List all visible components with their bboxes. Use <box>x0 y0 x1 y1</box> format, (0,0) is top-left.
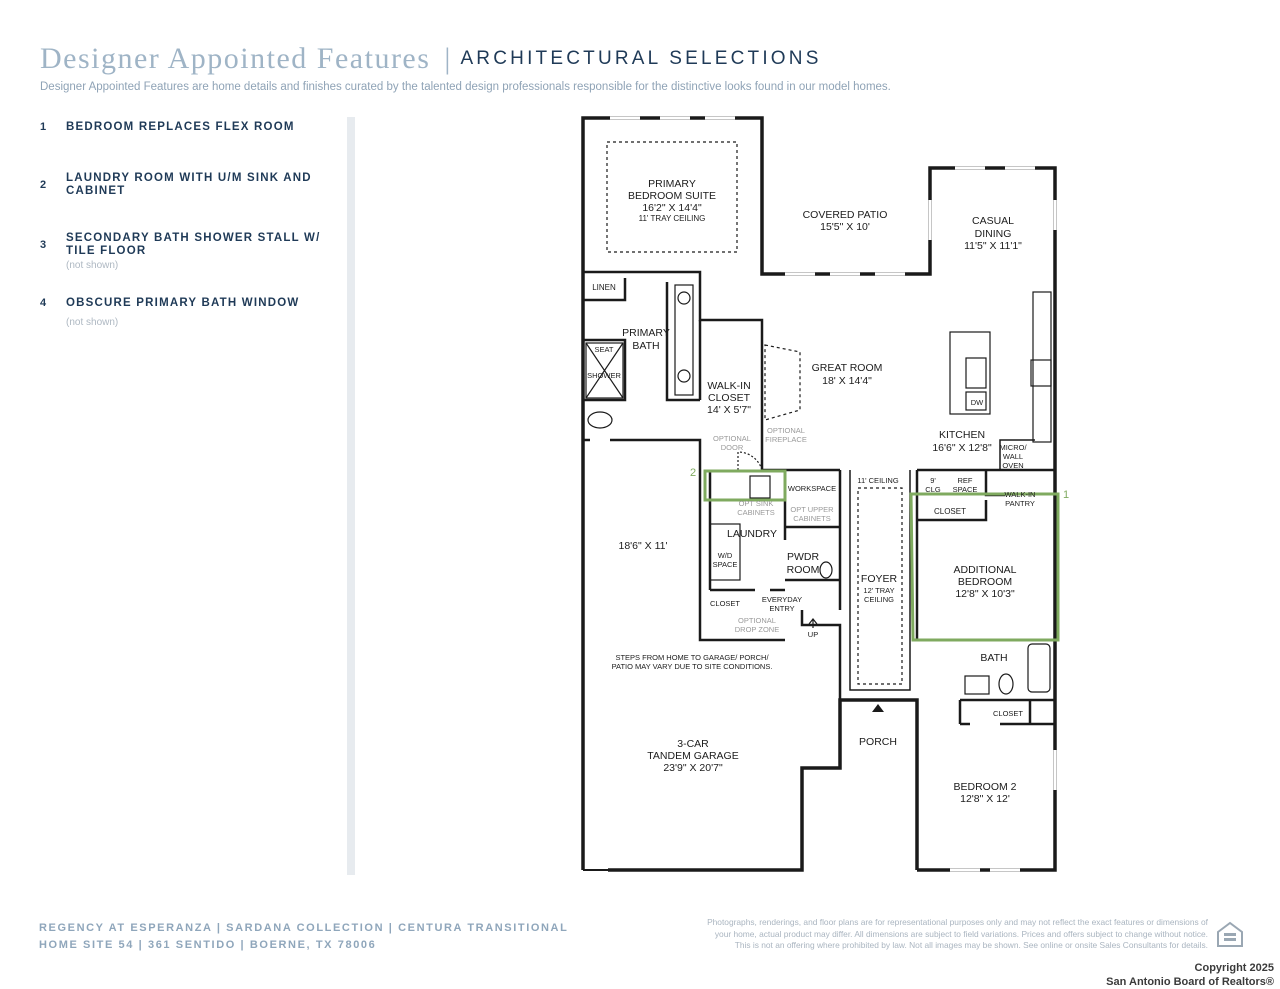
additional-bedroom-label: ADDITIONAL <box>953 564 1017 576</box>
walk-in-closet-label: CLOSET <box>707 392 751 404</box>
community-line: REGENCY AT ESPERANZA | SARDANA COLLECTION | CENTURA TRANSITIONAL <box>39 922 569 934</box>
feature-label: LAUNDRY ROOM WITH U/M SINK AND CABINET <box>66 172 312 197</box>
bedroom2-label: BEDROOM 2 <box>953 781 1017 793</box>
wd-space-label: SPACE <box>712 560 738 569</box>
optional-door-label: DOOR <box>720 443 744 452</box>
foyer-note: CEILING <box>863 595 895 604</box>
feature-number: 2 <box>40 179 47 191</box>
primary-suite-dims: 16'2" X 14'4" <box>642 202 702 214</box>
casual-dining-dims: 11'5" X 11'1" <box>964 240 1022 252</box>
everyday-entry-label: EVERYDAY <box>761 595 803 604</box>
additional-bedroom-label: BEDROOM <box>957 576 1013 588</box>
closet-label: CLOSET <box>933 507 967 516</box>
primary-bath-label: PRIMARY <box>622 327 670 339</box>
linen-label: LINEN <box>592 283 616 292</box>
garage-dims: 23'9" X 20'7" <box>663 762 723 774</box>
powder-room-label: ROOM <box>786 564 820 576</box>
primary-bath-label: BATH <box>632 340 660 352</box>
garage-extension-dims: 18'6" X 11' <box>618 540 668 552</box>
opt-upper-label: CABINETS <box>793 514 831 523</box>
opt-sink-label: CABINETS <box>737 508 775 517</box>
title-separator: | <box>444 42 451 75</box>
micro-wall-oven-label: OVEN <box>1002 461 1024 470</box>
seat-label: SEAT <box>594 345 614 354</box>
steps-note: STEPS FROM HOME TO GARAGE/ PORCH/ <box>615 653 769 662</box>
walk-in-pantry-label: PANTRY <box>1005 499 1035 508</box>
opt-sink-label: OPT SINK <box>738 499 774 508</box>
ref-space-label: REF <box>957 476 973 485</box>
feature-number: 4 <box>40 297 47 309</box>
copyright-line: San Antonio Board of Realtors® <box>1106 976 1274 988</box>
feature-note: (not shown) <box>66 260 119 271</box>
disclaimer-line: This is not an offering where prohibited by law. Not all images may be shown. See online or onsite Sales Consultants for details. <box>734 940 1208 950</box>
everyday-entry-label: ENTRY <box>769 604 795 613</box>
workspace-label: WORKSPACE <box>787 484 837 493</box>
ref-space-label: SPACE <box>952 485 978 494</box>
primary-suite-label: PRIMARY <box>648 178 696 190</box>
steps-note: PATIO MAY VARY DUE TO SITE CONDITIONS. <box>611 662 773 671</box>
feature-number: 3 <box>40 239 47 251</box>
feature-label: OBSCURE PRIMARY BATH WINDOW <box>66 297 300 309</box>
tagline: Designer Appointed Features are home details and finishes curated by the talented design professionals responsible for the distinctive looks found in our model homes. <box>40 81 891 93</box>
page-title: Designer Appointed Features <box>40 42 431 75</box>
copyright <box>1106 961 1274 989</box>
clg-9-label: CLG <box>925 485 941 494</box>
page-subtitle: ARCHITECTURAL SELECTIONS <box>460 48 822 69</box>
great-room-label: GREAT ROOM <box>811 362 883 374</box>
covered-patio-label: COVERED PATIO <box>802 209 888 221</box>
great-room-dims: 18' X 14'4" <box>822 375 872 387</box>
drop-zone-label: OPTIONAL <box>738 616 776 625</box>
kitchen-label: KITCHEN <box>938 429 986 441</box>
equal-housing-icon <box>1216 920 1244 950</box>
opt-upper-label: OPT UPPER <box>790 505 834 514</box>
casual-dining-label: DINING <box>974 228 1012 240</box>
ceiling-11-label: 11' CEILING <box>857 476 899 485</box>
primary-suite-note: 11' TRAY CEILING <box>638 214 706 223</box>
additional-bedroom-dims: 12'8" X 10'3" <box>955 588 1015 600</box>
optional-fireplace-label: OPTIONAL <box>767 426 805 435</box>
laundry-closet-label: CLOSET <box>709 599 741 608</box>
feature-label: BEDROOM REPLACES FLEX ROOM <box>66 121 295 133</box>
laundry-label: LAUNDRY <box>727 528 777 540</box>
walk-in-pantry-label: WALK-IN <box>1004 490 1036 499</box>
foyer-note: 12' TRAY <box>863 586 895 595</box>
optional-fireplace-label: FIREPLACE <box>765 435 807 444</box>
bedroom2-dims: 12'8" X 12' <box>960 793 1010 805</box>
casual-dining-label: CASUAL <box>971 215 1015 227</box>
disclaimer-line: your home, actual product may differ. All dimensions are subject to field variations. Prices and offers subject to change without notice. <box>714 928 1208 939</box>
up-label: UP <box>807 630 819 639</box>
disclaimer <box>628 917 1208 952</box>
copyright-line: Copyright 2025 <box>1194 962 1274 974</box>
micro-wall-oven-label: WALL <box>1002 452 1024 461</box>
feature-number: 1 <box>40 121 47 133</box>
porch-label: PORCH <box>859 736 897 748</box>
shower-label: SHOWER <box>587 371 621 380</box>
covered-patio-dims: 15'5" X 10' <box>820 221 870 233</box>
address-line: HOME SITE 54 | 361 SENTIDO | BOERNE, TX 78006 <box>39 939 377 951</box>
bedroom2-closet-label: CLOSET <box>992 709 1024 718</box>
foyer-label: FOYER <box>860 573 898 585</box>
feature-label: SECONDARY BATH SHOWER STALL W/ TILE FLOOR <box>66 232 321 257</box>
kitchen-dims: 16'6" X 12'8" <box>932 442 992 454</box>
community-footer <box>39 920 568 954</box>
marker-1: 1 <box>1063 489 1070 501</box>
porch-arrow <box>872 704 884 712</box>
drop-zone-label: DROP ZONE <box>734 625 780 634</box>
micro-wall-oven-label: MICRO/ <box>999 443 1027 452</box>
marker-2: 2 <box>690 467 697 479</box>
walk-in-closet-label: WALK-IN <box>707 380 751 392</box>
garage-label: 3-CAR <box>677 738 709 750</box>
powder-room-label: PWDR <box>786 551 820 563</box>
garage-label: TANDEM GARAGE <box>647 750 739 762</box>
dishwasher-label: DW <box>970 398 984 407</box>
walk-in-closet-dims: 14' X 5'7" <box>707 404 751 416</box>
bath-label: BATH <box>980 652 1008 664</box>
feature-note: (not shown) <box>66 317 119 328</box>
primary-suite-label: BEDROOM SUITE <box>627 190 717 202</box>
clg-9-label: 9' <box>930 476 936 485</box>
disclaimer-line: Photographs, renderings, and floor plans are for representational purposes only and may not reflect the exact features or dimensions of <box>707 917 1208 927</box>
optional-door-label: OPTIONAL <box>713 434 751 443</box>
wd-space-label: W/D <box>717 551 733 560</box>
laundry-highlight <box>705 471 785 500</box>
